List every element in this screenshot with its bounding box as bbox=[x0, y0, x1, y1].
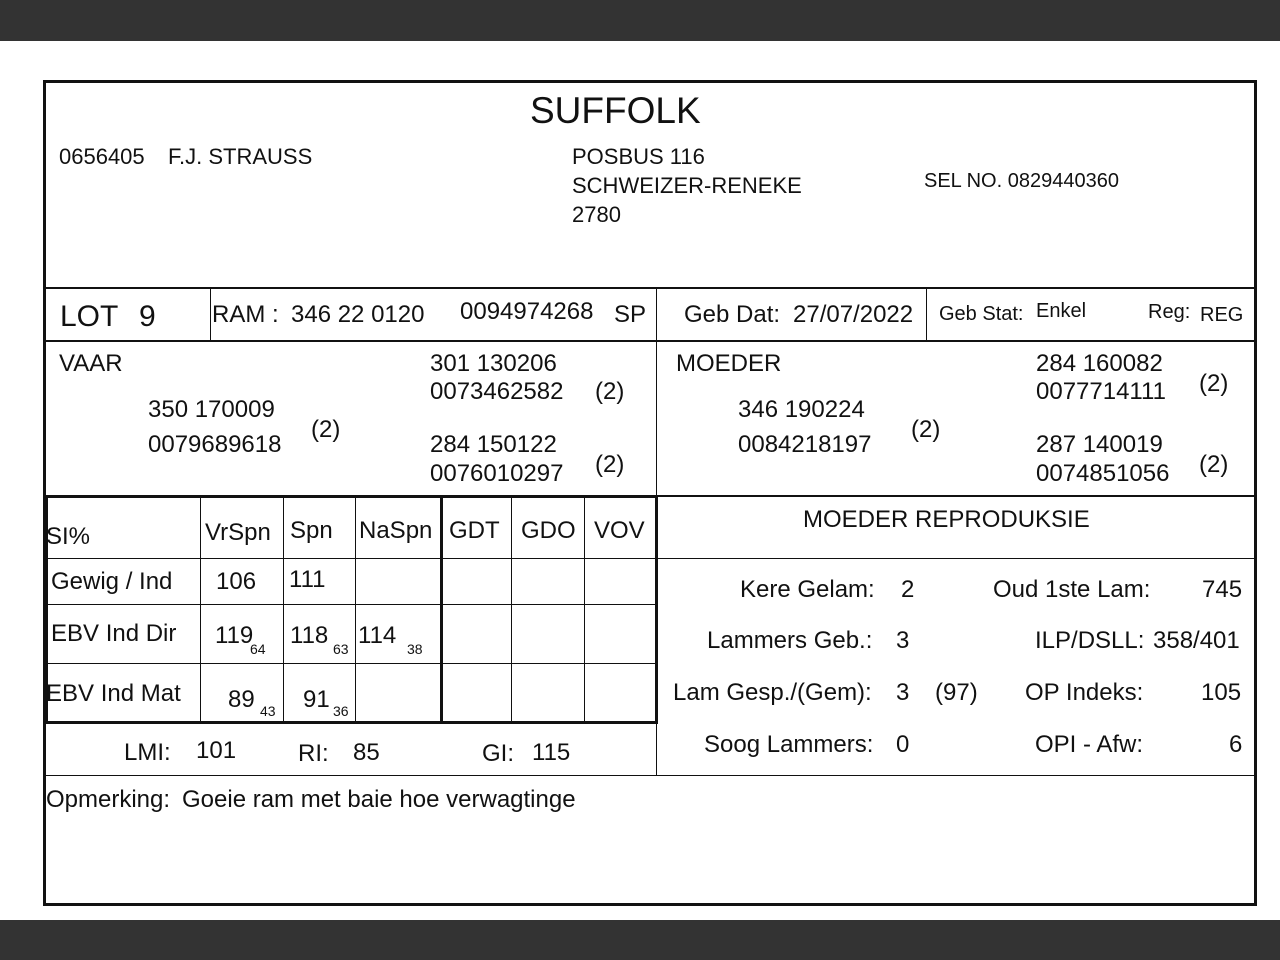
ebv-mat-vrspn: 89 bbox=[228, 686, 255, 713]
ram-label: RAM : bbox=[212, 301, 279, 328]
breeder-code: 0656405 bbox=[59, 144, 145, 169]
rule-geb-stat bbox=[926, 289, 927, 340]
rule-remark bbox=[45, 775, 1255, 776]
rule-col-spn bbox=[355, 497, 356, 722]
address-line3: 2780 bbox=[572, 202, 621, 227]
dam-dam-reg: 0074851056 bbox=[1036, 460, 1170, 487]
col-header-gdo: GDO bbox=[521, 517, 576, 544]
registration-label: Reg: bbox=[1148, 301, 1191, 323]
dam-count: (2) bbox=[911, 416, 941, 443]
opi-label: OPI - Afw: bbox=[1035, 731, 1144, 758]
birth-status-label: Geb Stat: bbox=[939, 303, 1024, 325]
ri-value: 85 bbox=[353, 739, 380, 766]
lam-gesp-average: (97) bbox=[935, 679, 978, 706]
rule-pedigree-mid bbox=[656, 342, 657, 497]
row-label-ebv-mat: EBV Ind Mat bbox=[46, 680, 181, 707]
soog-label: Soog Lammers: bbox=[704, 731, 874, 758]
ilp-label: ILP/DSLL: bbox=[1035, 627, 1145, 654]
oud-value: 745 bbox=[1202, 576, 1243, 603]
table-corner-label: SI% bbox=[46, 523, 91, 550]
address-line2: SCHWEIZER-RENEKE bbox=[572, 173, 802, 198]
registration-value: REG bbox=[1200, 304, 1244, 326]
ram-status: SP bbox=[614, 301, 647, 328]
lot-label: LOT bbox=[60, 300, 119, 333]
col-header-vov: VOV bbox=[594, 517, 645, 544]
rule-row1 bbox=[45, 604, 658, 605]
rule-col-gdo bbox=[584, 497, 585, 722]
sire-sire-reg: 0073462582 bbox=[430, 378, 564, 405]
sire-sire-id: 301 130206 bbox=[430, 350, 557, 377]
dam-label: MOEDER bbox=[676, 350, 782, 377]
col-header-gdt: GDT bbox=[449, 517, 500, 544]
sire-label: VAAR bbox=[59, 350, 123, 377]
ebv-mat-spn: 91 bbox=[303, 686, 330, 713]
ebv-dir-naspn: 114 bbox=[358, 622, 397, 649]
row-label-gewig: Gewig / Ind bbox=[51, 568, 173, 595]
sire-dam-id: 284 150122 bbox=[430, 431, 557, 458]
dam-sire-id: 284 160082 bbox=[1036, 350, 1163, 377]
lot-card bbox=[43, 80, 1257, 906]
col-header-naspn: NaSpn bbox=[359, 517, 433, 544]
sire-dam-count: (2) bbox=[595, 451, 625, 478]
row-label-ebv-dir: EBV Ind Dir bbox=[51, 620, 177, 647]
dam-dam-count: (2) bbox=[1199, 451, 1229, 478]
ram-reg-no: 0094974268 bbox=[460, 298, 594, 325]
ebv-dir-spn-accuracy: 63 bbox=[333, 641, 349, 657]
ram-id: 346 22 0120 bbox=[291, 301, 425, 328]
op-value: 105 bbox=[1201, 679, 1242, 706]
ilp-value: 358/401 bbox=[1153, 627, 1240, 654]
sire-reg: 0079689618 bbox=[148, 431, 282, 458]
lmi-label: LMI: bbox=[124, 739, 171, 766]
rule-table-bottom bbox=[45, 721, 658, 724]
dam-sire-reg: 0077714111 bbox=[1036, 378, 1166, 405]
opi-value: 6 bbox=[1229, 731, 1243, 758]
lam-gesp-value: 3 bbox=[896, 679, 910, 706]
col-header-spn: Spn bbox=[290, 517, 333, 544]
gewig-spn: 111 bbox=[289, 566, 326, 593]
rule-table-head bbox=[45, 558, 1255, 559]
rule-col-naspn bbox=[440, 497, 443, 723]
breeder-name: F.J. STRAUSS bbox=[168, 144, 313, 169]
ri-label: RI: bbox=[298, 740, 329, 767]
rule-col-gdt bbox=[511, 497, 512, 722]
rule-col-label bbox=[200, 497, 201, 722]
phone-number: SEL NO. 0829440360 bbox=[924, 170, 1119, 192]
top-bar bbox=[0, 0, 1280, 41]
ebv-dir-vrspn: 119 bbox=[215, 622, 254, 649]
birth-status-value: Enkel bbox=[1036, 300, 1087, 322]
soog-value: 0 bbox=[896, 731, 910, 758]
sire-sire-count: (2) bbox=[595, 378, 625, 405]
rule-row2 bbox=[45, 663, 658, 664]
bottom-bar bbox=[0, 920, 1280, 960]
lam-gesp-label: Lam Gesp./(Gem): bbox=[673, 679, 872, 706]
repro-title: MOEDER REPRODUKSIE bbox=[803, 506, 1090, 533]
ebv-dir-spn: 118 bbox=[290, 622, 329, 649]
dam-sire-count: (2) bbox=[1199, 370, 1229, 397]
rule-table-top bbox=[45, 495, 658, 498]
rule-lot bbox=[45, 340, 1255, 342]
birth-date: 27/07/2022 bbox=[793, 301, 914, 328]
lot-number: 9 bbox=[139, 300, 156, 333]
rule-ram-geb bbox=[656, 289, 657, 340]
birth-date-label: Geb Dat: bbox=[684, 301, 781, 328]
op-label: OP Indeks: bbox=[1025, 679, 1144, 706]
gi-value: 115 bbox=[532, 739, 571, 766]
kere-gelam-label: Kere Gelam: bbox=[740, 576, 875, 603]
address-line1: POSBUS 116 bbox=[572, 144, 705, 169]
dam-reg: 0084218197 bbox=[738, 431, 872, 458]
breed-title: SUFFOLK bbox=[530, 90, 701, 131]
sire-count: (2) bbox=[311, 416, 341, 443]
kere-gelam-value: 2 bbox=[901, 576, 915, 603]
rule-header bbox=[45, 287, 1255, 289]
remark-text: Goeie ram met baie hoe verwagtinge bbox=[182, 786, 576, 813]
remark-label: Opmerking: bbox=[46, 786, 171, 813]
ebv-dir-vrspn-accuracy: 64 bbox=[250, 641, 266, 657]
rule-lot-ram bbox=[210, 289, 211, 340]
rule-repro-left bbox=[656, 559, 657, 775]
dam-dam-id: 287 140019 bbox=[1036, 431, 1163, 458]
ebv-mat-vrspn-accuracy: 43 bbox=[260, 703, 276, 719]
lammers-geb-label: Lammers Geb.: bbox=[707, 627, 873, 654]
sire-dam-reg: 0076010297 bbox=[430, 460, 564, 487]
ebv-dir-naspn-accuracy: 38 bbox=[407, 641, 423, 657]
sire-id: 350 170009 bbox=[148, 396, 275, 423]
dam-id: 346 190224 bbox=[738, 396, 865, 423]
ebv-mat-spn-accuracy: 36 bbox=[333, 703, 349, 719]
lammers-geb-value: 3 bbox=[896, 627, 910, 654]
lmi-value: 101 bbox=[196, 737, 237, 764]
rule-col-vrspn bbox=[283, 497, 284, 722]
gewig-vrspn: 106 bbox=[216, 568, 257, 595]
col-header-vrspn: VrSpn bbox=[205, 519, 271, 546]
oud-label: Oud 1ste Lam: bbox=[993, 576, 1151, 603]
gi-label: GI: bbox=[482, 740, 515, 767]
